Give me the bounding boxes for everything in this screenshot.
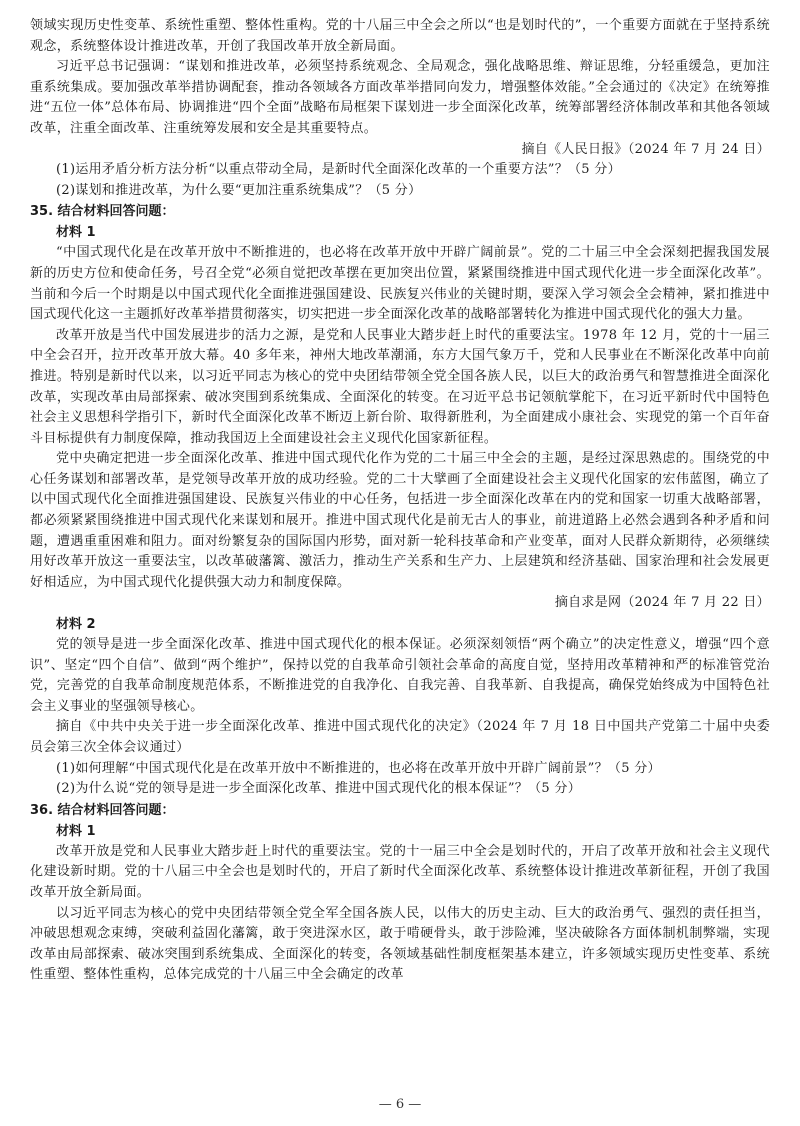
intro-source: 摘自《人民日报》（2024 年 7 月 24 日） xyxy=(521,141,770,157)
question-35-heading: 35. 结合材料回答问题： xyxy=(30,204,175,220)
q35-material-1-source: 摘自求是网（2024 年 7 月 22 日） xyxy=(554,595,770,611)
intro-question-2: (2)谋划和推进改革，为什么要“更加注重系统集成”？（5 分） xyxy=(56,182,422,198)
intro-question-1: (1)运用矛盾分析方法分析“以重点带动全局，是新时代全面深化改革的一个重要方法”？（5 分） xyxy=(56,162,621,178)
q35-sub-question-1: (1)如何理解“中国式现代化是在改革开放中不断推进的，也必将在改革开放中开辟广阔前景”？（5 分） xyxy=(56,760,661,776)
q35-material-1-label: 材料 1 xyxy=(56,225,96,241)
intro-paragraph-1: 领域实现历史性变革、系统性重塑、整体性重构。党的十八届三中全会之所以“也是划时代的”，一个重要方面就在于坚持系统观念，系统整体设计推进改革，开创了我国改革开放全新局面。 xyxy=(30,18,770,54)
q35-sub-question-2: (2)为什么说“党的领导是进一步全面深化改革、推进中国式现代化的根本保证”？（5 分） xyxy=(56,781,582,797)
q35-material-1-paragraph-2: 改革开放是当代中国发展进步的活力之源，是党和人民事业大踏步赶上时代的重要法宝。1978 年 12 月，党的十一届三中全会召开，拉开改革开放大幕。40 多年来，神州大地改革潮涌，东方大国气象万千，党和人民事业在不断深化改革中向前推进。特别是新时代以来，以习近平同志为核心的党中央团结带领全党全国各族人民，以巨大的政治勇气和智慧推进全面深化改革，实现改革由局部探索、破冰突围到系统集成、全面深化的转变。在习近平总书记领航掌舵下，在习近平新时代中国特色社会主义思想科学指引下，新时代全面深化改革不断迈上新台阶、取得新胜利，为全面建成小康社会、实现党的第一个百年奋斗目标提供有力制度保障，推动我国迈上全面建设社会主义现代化国家新征程。 xyxy=(30,327,770,446)
q35-material-2-paragraph-1: 党的领导是进一步全面深化改革、推进中国式现代化的根本保证。必须深刻领悟“两个确立”的决定性意义，增强“四个意识”、坚定“四个自信”、做到“两个维护”，保持以党的自我革命引领社会革命的高度自觉，坚持用改革精神和严的标准管党治党，完善党的自我革命制度规范体系，不断推进党的自我净化、自我完善、自我革新、自我提高，确保党始终成为中国特色社会主义事业的坚强领导核心。 xyxy=(30,637,770,714)
question-36-heading: 36. 结合材料回答问题： xyxy=(30,802,175,818)
q35-material-1-paragraph-3: 党中央确定把进一步全面深化改革、推进中国式现代化作为党的二十届三中全会的主题，是经过深思熟虑的。围绕党的中心任务谋划和部署改革，是党领导改革开放的成功经验。党的二十大擘画了全面建设社会主义现代化国家的宏伟蓝图，确立了以中国式现代化全面推进强国建设、民族复兴伟业的中心任务，包括进一步全面深化改革在内的党和国家一切重大战略部署，都必须紧紧围绕推进中国式现代化来谋划和展开。推进中国式现代化是前无古人的事业，前进道路上必然会遇到各种矛盾和问题，遭遇重重困难和阻力。面对纷繁复杂的国际国内形势，面对新一轮科技革命和产业变革，面对人民群众新期待，必须继续用好改革开放这一重要法宝，以改革破藩篱、激活力，推动生产关系和生产力、上层建筑和经济基础、国家治理和社会发展更好相适应，为中国式现代化提供强大动力和制度保障。 xyxy=(30,451,770,590)
q36-material-1-paragraph-1: 改革开放是党和人民事业大踏步赶上时代的重要法宝。党的十一届三中全会是划时代的，开启了改革开放和社会主义现代化建设新时期。党的十八届三中全会也是划时代的，开启了新时代全面深化改革、系统整体设计推进改革新征程，开创了我国改革开放全新局面。 xyxy=(30,843,770,900)
q35-material-2-source: 摘自《中共中央关于进一步全面深化改革、推进中国式现代化的决定》（2024 年 7 月 18 日中国共产党第二十届中央委员会第三次全体会议通过） xyxy=(30,719,770,755)
q35-material-2-label: 材料 2 xyxy=(56,617,96,633)
q35-material-1-paragraph-1: “中国式现代化是在改革开放中不断推进的，也必将在改革开放中开辟广阔前景”。党的二十届三中全会深刻把握我国发展新的历史方位和使命任务，号召全党“必须自觉把改革摆在更加突出位置，紧紧围绕推进中国式现代化进一步全面深化改革”。当前和今后一个时期是以中国式现代化全面推进强国建设、民族复兴伟业的关键时期，要深入学习领会全会精神，紧扣推进中国式现代化这一主题抓好改革举措贯彻落实，切实把进一步全面深化改革的战略部署转化为推进中国式现代化的强大力量。 xyxy=(30,245,770,323)
q36-material-1-label: 材料 1 xyxy=(56,823,96,839)
intro-paragraph-2: 习近平总书记强调：“谋划和推进改革，必须坚持系统观念、全局观念，强化战略思维、辩证思维，分轻重缓急，更加注重系统集成。要加强改革举措协调配套，推动各领域各方面改革举措同向发力，增强整体效能。”全会通过的《决定》在统筹推进“五位一体”总体布局、协调推进“四个全面”战略布局框架下谋划进一步全面深化改革，统筹部署经济体制改革和其他各领域改革，注重全面改革、注重统筹发展和安全是其重要特点。 xyxy=(30,59,770,136)
q36-material-1-paragraph-2: 以习近平同志为核心的党中央团结带领全党全军全国各族人民，以伟大的历史主动、巨大的政治勇气、强烈的责任担当，冲破思想观念束缚，突破利益固化藩篱，敢于突进深水区，敢于啃硬骨头，敢于涉险滩，坚决破除各方面体制机制弊端，实现改革由局部探索、破冰突围到系统集成、全面深化的转变，各领域基础性制度框架基本建立，许多领域实现历史性变革、系统性重塑、整体性重构，总体完成党的十八届三中全会确定的改革 xyxy=(30,905,770,983)
page-number: — 6 — xyxy=(378,1097,422,1112)
